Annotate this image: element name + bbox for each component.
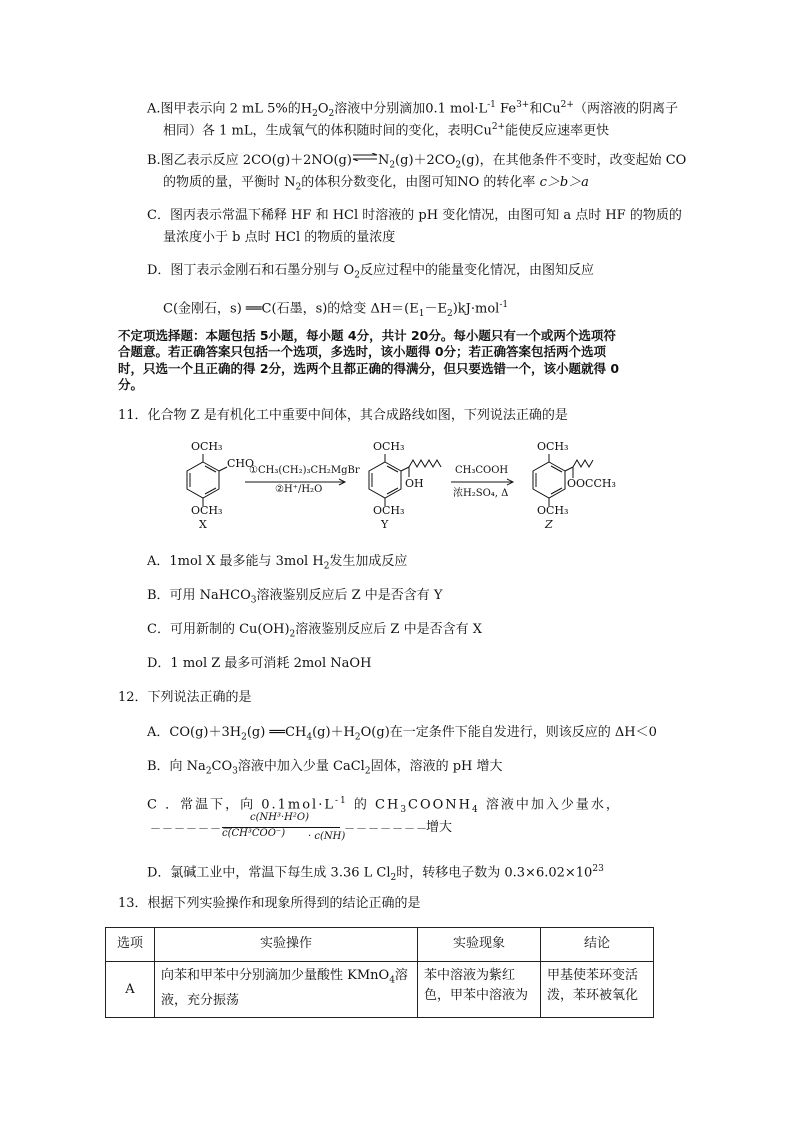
- q12-fraction-denominator-2: · c(NH): [308, 831, 346, 842]
- q10-option-d-line1: D．图丁表示金刚石和石墨分别与 $O_2$反应过程中的能量变化情况，由图知反应: [147, 263, 594, 281]
- z-ester: OOCCH₃: [567, 477, 616, 490]
- reagent-acid-workup: ②H⁺/H₂O: [275, 484, 323, 495]
- header-conclusion: 结论: [541, 928, 654, 962]
- x-och3-bottom: OCH₃: [191, 504, 223, 517]
- q13-table: [105, 927, 654, 1018]
- reagent-sulfuric-acid: 浓H₂SO₄, Δ: [453, 488, 509, 499]
- q12-option-d: D．氯碱工业中，常温下每生成 3.36 L $Cl_2$时，转移电子数为 $0.3\times 6.02\times 10^{23}$: [147, 864, 604, 883]
- z-och3-top: OCH₃: [537, 440, 569, 453]
- q11-option-b: B．可用 NaHCO$_3$溶液鉴别反应后 Z 中是否含有 Y: [147, 588, 443, 606]
- q10-option-a-line1: A.图甲表示向 2 mL 5%的$H_2O_2$溶液中分别滴加0.1 $mol\cdot L^{-1}$ $Fe^{3+}$和$Cu^{2+}$（两溶液的阴离子: [147, 100, 678, 119]
- synthesis-scheme: [175, 440, 616, 532]
- row-a-operation: 向苯和甲苯中分别滴加少量酸性 KMnO$_4$溶 液，充分振荡: [155, 962, 418, 1018]
- q12-fraction-numerator: c(NH³·H²O): [250, 812, 309, 823]
- q12-stem: 12．下列说法正确的是: [118, 690, 252, 705]
- q10-option-a-line2: 相同）各 1 mL，生成氧气的体积随时间的变化，表明$Cu^{2+}$能使反应速率更快: [163, 122, 610, 139]
- row-a-conclusion: 甲基使苯环变活 泼，苯环被氧化: [541, 962, 654, 1018]
- q10-option-c-line2: 量浓度小于 b 点时 HCl 的物质的量浓度: [163, 230, 396, 245]
- table-row: [106, 962, 654, 1018]
- section-notice-line2: 合题意。若正确答案只包括一个选项，多选时，该小题得 0分；若正确答案包括两个选项: [118, 344, 607, 359]
- q10-option-b-line1: B.图乙表示反应 2CO(g)＋2NO(g) $N_2(g)+2CO_2(g)$，在其他条件不变时，改变起始 CO: [147, 152, 686, 175]
- q11-option-c: C．可用新制的 $Cu(OH)_2$溶液鉴别反应后 Z 中是否含有 X: [147, 622, 482, 640]
- section-notice-line3: 时，只选一个且正确的得 2分，选两个且都正确的得满分，但只要选错一个，该小题就得 0: [118, 361, 620, 376]
- q11-stem: 11．化合物 Z 是有机化工中重要中间体，其合成路线如图，下列说法正确的是: [118, 408, 568, 423]
- molecule-y-label: Y: [381, 518, 389, 531]
- x-och3-top: OCH₃: [191, 440, 223, 453]
- section-notice-line1: 不定项选择题：本题包括 5小题，每小题 4分，共计 20分。每小题只有一个或两个选项符: [118, 328, 616, 343]
- y-och3-bottom: OCH₃: [373, 504, 405, 517]
- q12-option-c-line1: C ．常温下，向 $0.1mol\cdot L^{-1}$ 的 $CH_3COONH_4$ 溶液中加入少量水，: [147, 796, 621, 815]
- q12-option-b: B．向 $Na_2CO_3$溶液中加入少量 CaCl$_2$固体，溶液的 pH 增大: [147, 759, 503, 777]
- section-notice-line4: 分。: [118, 377, 144, 392]
- header-phenomenon: 实验现象: [418, 928, 541, 962]
- q13-stem: 13．根据下列实验操作和现象所得到的结论正确的是: [118, 896, 421, 911]
- row-a-phenomenon: 苯中溶液为紫红 色，甲苯中溶液为: [418, 962, 541, 1018]
- reagent-acetic-acid: CH₃COOH: [455, 465, 509, 476]
- row-a-option: A: [106, 962, 155, 1018]
- q10-option-d-line2: C(金刚石，s) ══C(石墨，s)的焓变 $\Delta H=(E_1-E_2)kJ\cdot mol^{-1}$: [163, 300, 509, 319]
- z-och3-bottom: OCH₃: [537, 504, 569, 517]
- y-oh: OH: [405, 477, 424, 490]
- q11-option-a: A．1mol X 最多能与 3mol $H_2$发生加成反应: [147, 554, 408, 572]
- q12-option-c-dashes-right: －－－－－－－: [344, 822, 428, 835]
- header-option: 选项: [106, 928, 155, 962]
- table-header-row: [106, 928, 654, 962]
- q10-option-c-line1: C．图丙表示常温下稀释 HF 和 HCl 时溶液的 pH 变化情况，由图可知 a 点时 HF 的物质的: [147, 208, 682, 223]
- molecule-z-label: Z: [545, 518, 553, 531]
- equilibrium-arrow-icon: [352, 149, 378, 167]
- x-cho: CHO: [227, 457, 255, 470]
- molecule-x-ring: [187, 454, 227, 506]
- q12-option-c-dashes-left: －－－－－－－: [150, 822, 234, 835]
- q12-option-c-end: 增大: [426, 820, 453, 835]
- reagent-grignard: ①CH₃(CH₂)₃CH₂MgBr: [249, 465, 360, 476]
- header-operation: 实验操作: [155, 928, 418, 962]
- q12-option-a: A．$CO(g)+3H_2(g)$ $══CH_4(g)+H_2O(g)$在一定条件下能自发进行，则该反应的 ΔH＜0: [147, 725, 657, 743]
- q10-option-b-line2: 的物质的量，平衡时 $N_2$的体积分数变化，由图可知NO 的转化率 c＞b＞a: [163, 175, 589, 193]
- q12-fraction-denominator-1: c(CH³COO⁻): [222, 828, 286, 839]
- molecule-x-label: X: [199, 518, 207, 531]
- q11-option-d: D．1 mol Z 最多可消耗 2mol NaOH: [147, 656, 372, 671]
- y-och3-top: OCH₃: [373, 440, 405, 453]
